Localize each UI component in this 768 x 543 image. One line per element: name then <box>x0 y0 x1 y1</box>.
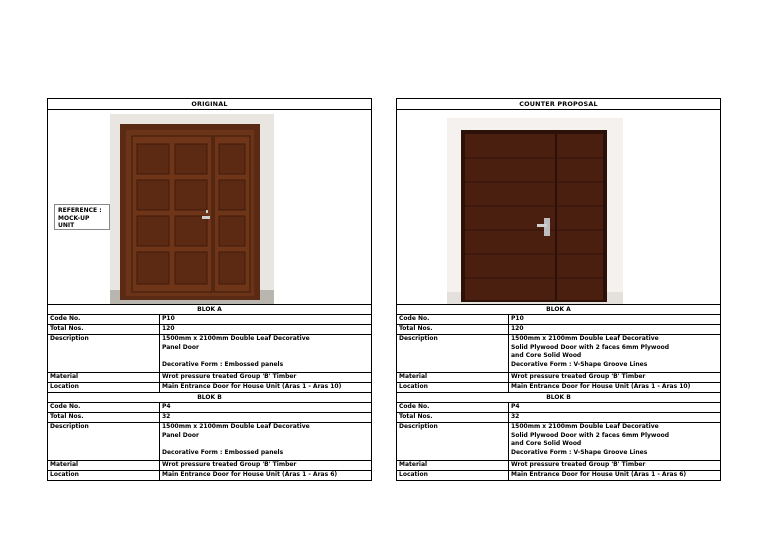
table-row <box>48 413 371 423</box>
row-label: Description <box>48 423 160 460</box>
row-label: Material <box>48 461 160 470</box>
table-row <box>48 423 371 461</box>
row-label: Code No. <box>48 403 160 412</box>
row-label: Description <box>397 335 509 372</box>
table-row <box>397 403 720 413</box>
row-label: Total Nos. <box>397 325 509 334</box>
row-value: Wrot pressure treated Group 'B' Timber <box>511 373 646 380</box>
row-value: Main Entrance Door for House Unit (Aras 1 - Aras 10) <box>511 383 691 390</box>
reference-label: REFERENCE : MOCK-UP UNIT <box>54 204 110 230</box>
table-row <box>397 325 720 335</box>
table-row <box>48 403 371 413</box>
table-row <box>48 471 371 480</box>
row-label: Code No. <box>397 315 509 324</box>
row-label: Description <box>397 423 509 460</box>
section-title: BLOK B <box>397 393 720 403</box>
table-row <box>48 325 371 335</box>
table-row <box>48 383 371 393</box>
original-door-photo <box>48 110 371 305</box>
section-title: BLOK A <box>397 305 720 315</box>
table-row <box>397 315 720 325</box>
row-value: 32 <box>511 413 520 420</box>
row-value: Wrot pressure treated Group 'B' Timber <box>511 461 646 468</box>
section-title: BLOK B <box>48 393 371 403</box>
row-value: 1500mm x 2100mm Double Leaf Decorative Panel Door Decorative Form : Embossed panels <box>162 335 310 368</box>
row-label: Location <box>48 471 160 480</box>
table-row <box>397 335 720 373</box>
row-label: Material <box>397 373 509 382</box>
row-label: Total Nos. <box>397 413 509 422</box>
row-value: P4 <box>162 403 171 410</box>
row-label: Description <box>48 335 160 372</box>
sheet-title: COUNTER PROPOSAL <box>397 99 720 110</box>
row-value: P4 <box>511 403 520 410</box>
row-value: Main Entrance Door for House Unit (Aras 1 - Aras 10) <box>162 383 342 390</box>
table-row <box>397 373 720 383</box>
row-value: Main Entrance Door for House Unit (Aras 1 - Aras 6) <box>511 471 687 478</box>
proposal-door-photo <box>397 110 720 305</box>
counter-proposal-sheet <box>396 98 721 481</box>
row-value: 120 <box>162 325 175 332</box>
table-row <box>397 471 720 480</box>
section-title: BLOK A <box>48 305 371 315</box>
table-row <box>48 373 371 383</box>
row-value: 120 <box>511 325 524 332</box>
row-label: Code No. <box>397 403 509 412</box>
row-value: 1500mm x 2100mm Double Leaf Decorative Panel Door Decorative Form : Embossed panels <box>162 423 310 456</box>
row-value: P10 <box>162 315 175 322</box>
table-row <box>397 413 720 423</box>
original-sheet <box>47 98 372 481</box>
row-value: Wrot pressure treated Group 'B' Timber <box>162 373 297 380</box>
row-value: Wrot pressure treated Group 'B' Timber <box>162 461 297 468</box>
row-label: Material <box>48 373 160 382</box>
row-value: P10 <box>511 315 524 322</box>
row-label: Material <box>397 461 509 470</box>
sheet-title: ORIGINAL <box>48 99 371 110</box>
row-value: 1500mm x 2100mm Double Leaf Decorative Solid Plywood Door with 2 faces 6mm Plywood and Core Solid Wood Decorative Form : V-Shape Groove Lines <box>511 423 670 456</box>
table-row <box>397 461 720 471</box>
plywood-door-image <box>397 110 720 304</box>
row-label: Total Nos. <box>48 413 160 422</box>
row-label: Location <box>48 383 160 392</box>
row-label: Location <box>397 471 509 480</box>
table-row <box>48 335 371 373</box>
row-value: 32 <box>162 413 171 420</box>
table-row <box>48 461 371 471</box>
table-row <box>48 315 371 325</box>
row-label: Code No. <box>48 315 160 324</box>
row-label: Total Nos. <box>48 325 160 334</box>
row-label: Location <box>397 383 509 392</box>
row-value: Main Entrance Door for House Unit (Aras 1 - Aras 6) <box>162 471 338 478</box>
table-row <box>397 383 720 393</box>
table-row <box>397 423 720 461</box>
row-value: 1500mm x 2100mm Double Leaf Decorative Solid Plywood Door with 2 faces 6mm Plywood and Core Solid Wood Decorative Form : V-Shape Groove Lines <box>511 335 670 368</box>
